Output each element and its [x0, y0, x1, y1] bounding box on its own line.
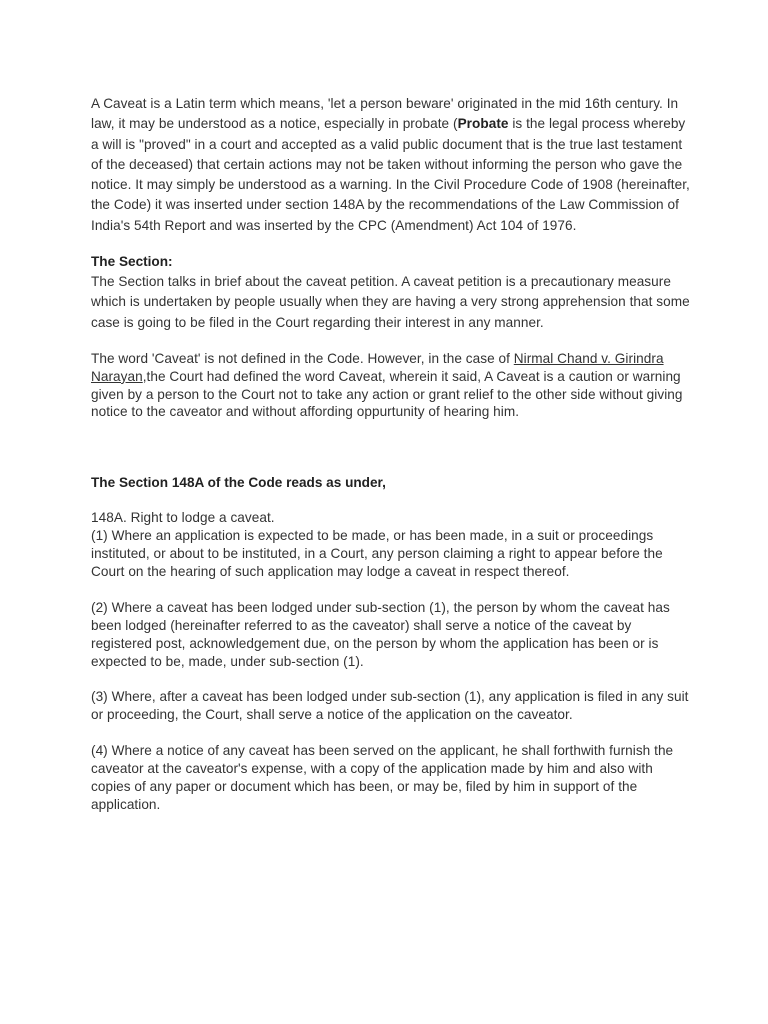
- caveat-def-text-1: The word 'Caveat' is not defined in the Code. However, in the case of: [91, 350, 514, 366]
- document-page: [91, 94, 691, 814]
- subsection-2: (2) Where a caveat has been lodged under sub-section (1), the person by whom the caveat has been lodged (hereinafter referred to as the caveator) shall serve a notice of the caveat by registered post, acknowledgement due, on the person by whom the application has been or is expected to be, made, under sub-section (1).: [91, 599, 670, 669]
- caveat-definition-paragraph: [91, 350, 691, 421]
- probate-term: Probate: [457, 116, 509, 132]
- subsection-3: (3) Where, after a caveat has been lodged under sub-section (1), any application is filed in any suit or proceeding, the Court, shall serve a notice of the application on the caveator.: [91, 689, 689, 723]
- subsection-1: (1) Where an application is expected to be made, or has been made, in a suit or proceedings instituted, or about to be instituted, in a Court, any person claiming a right to appear before the Court on the hearing of such application may lodge a caveat in respect thereof.: [91, 528, 663, 579]
- intro-text-2: is the legal process whereby a will is "proved" in a court and accepted as a valid public document that is the true last testament of the deceased) that certain actions may not be taken without informing the person who gave the notice. It may simply be understood as a warning. In the Civil Procedure Code of 1908 (hereinafter, the Code) it was inserted under section 148A by the recommendations of the Law Commission of India's 54th Report and was inserted by the CPC (Amendment) Act 104 of 1976.: [91, 116, 690, 233]
- subsection-4: (4) Where a notice of any caveat has been served on the applicant, he shall forthwith furnish the caveator at the caveator's expense, with a copy of the application made by him and also with copies of any paper or document which has been, or may be, filed by him in support of the application.: [91, 743, 674, 812]
- rule-title: 148A. Right to lodge a caveat.: [91, 510, 275, 526]
- section-heading: The Section:: [91, 254, 173, 270]
- section-148a-heading: The Section 148A of the Code reads as under,: [91, 475, 386, 491]
- case-link[interactable]: Nirmal Chand v. Girindra Narayan: [91, 350, 664, 384]
- section-paragraph: The Section talks in brief about the caveat petition. A caveat petition is a precautionary measure which is undertaken by people usually when they are having a very strong apprehension that some case is going to be filed in the Court regarding their interest in any manner.: [91, 274, 690, 330]
- intro-paragraph: [91, 94, 691, 236]
- caveat-def-text-2: ,the Court had defined the word Caveat, wherein it said, A Caveat is a caution or warning given by a person to the Court not to take any action or grant relief to the other side without giving notice to the caveator and without affording oppurtunity of hearing him.: [91, 368, 683, 420]
- intro-text-1: A Caveat is a Latin term which means, 'let a person beware' originated in the mid 16th century. In law, it may be understood as a notice, especially in probate (: [91, 96, 679, 132]
